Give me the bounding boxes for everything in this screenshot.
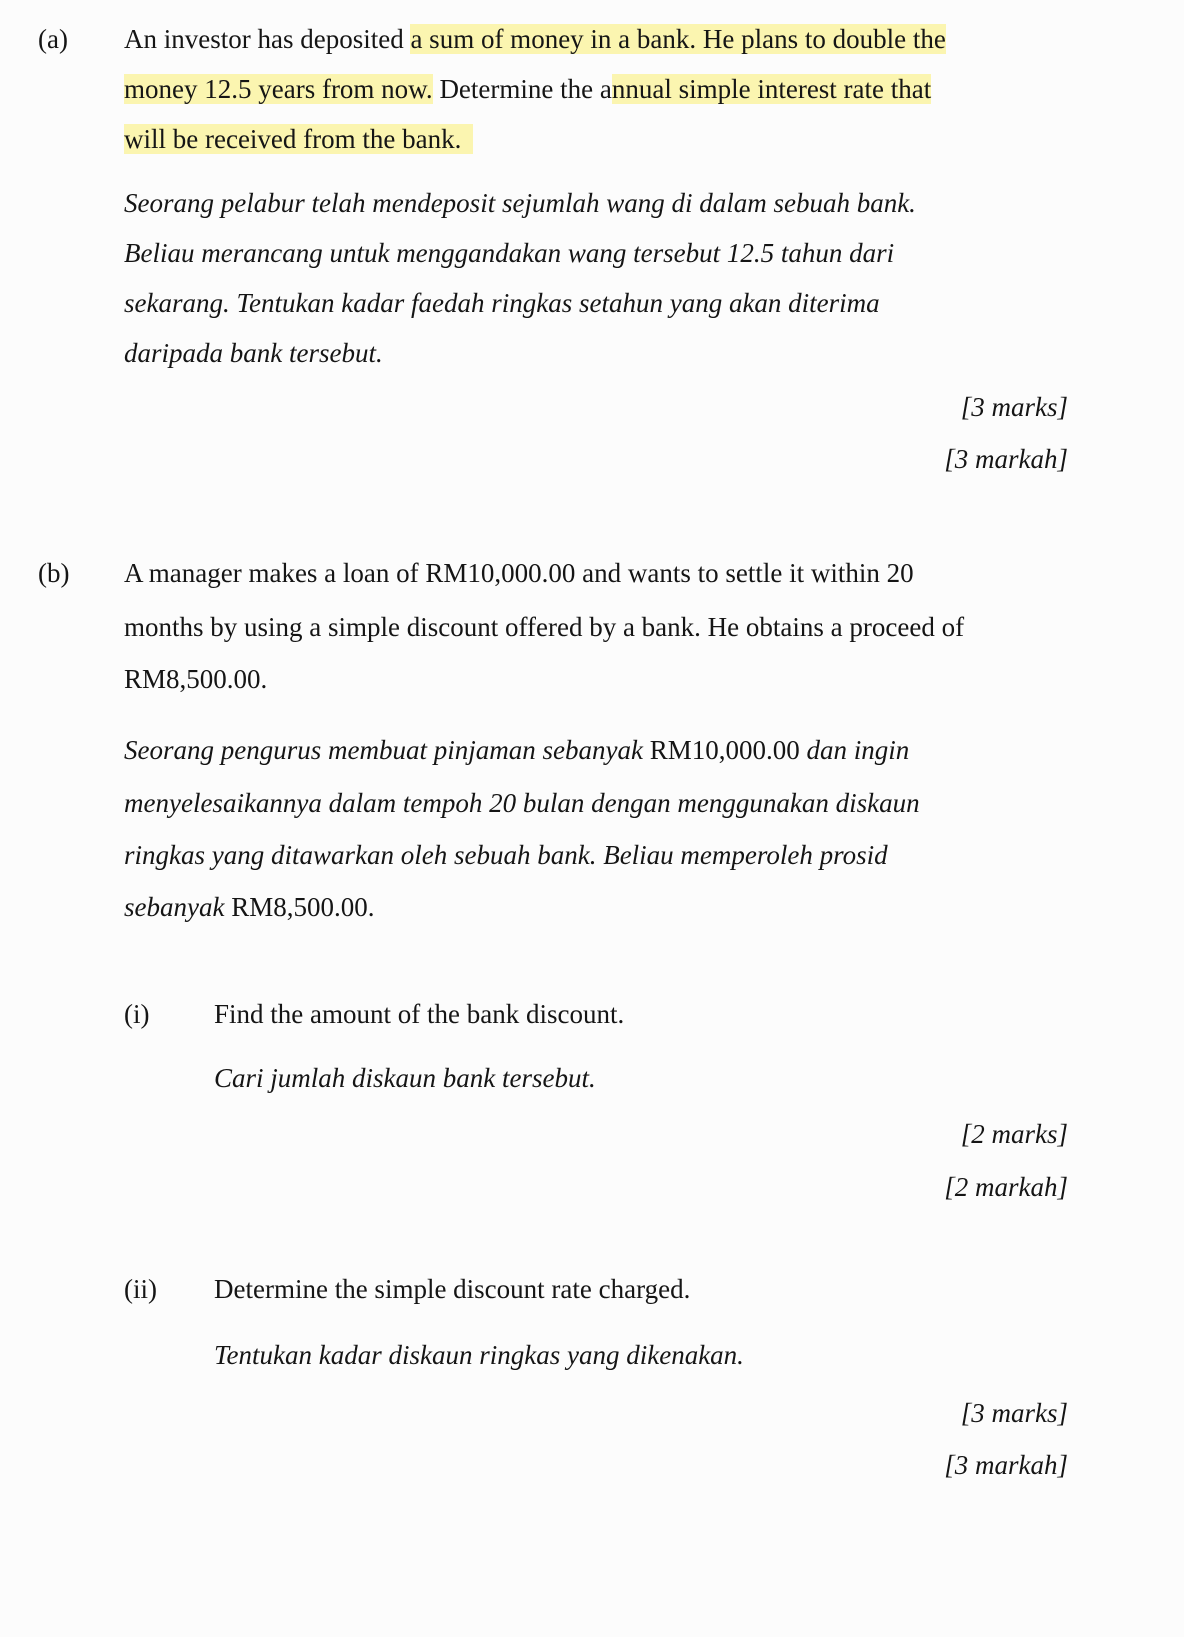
part-b-ms-line-4-a: sebanyak — [124, 892, 232, 922]
part-b-ms-line-1-a: Seorang pengurus membuat pinjaman sebanyak — [124, 735, 650, 765]
part-a-ms-line-3: sekarang. Tentukan kadar faedah ringkas setahun yang akan diterima — [124, 288, 880, 318]
sub-i-marks-en: [2 marks] — [960, 1119, 1068, 1149]
sub-i-label: (i) — [124, 999, 150, 1029]
sub-ii-label: (ii) — [124, 1274, 157, 1304]
part-b-en-line-2: months by using a simple discount offered by a bank. He obtains a proceed of — [124, 612, 965, 642]
part-a-en-line-1-text: An investor has deposited — [124, 24, 411, 54]
part-a-marks-ms: [3 markah] — [944, 444, 1068, 474]
part-a-highlight-4: will be received from the bank. — [124, 124, 473, 154]
part-b-en-line-1: A manager makes a loan of RM10,000.00 and wants to settle it within 20 — [124, 558, 914, 588]
part-a-ms-line-2: Beliau merancang untuk menggandakan wang tersebut 12.5 tahun dari — [124, 238, 895, 268]
part-b-ms-amount-2: RM8,500.00. — [231, 892, 375, 922]
part-b-ms-line-1 — [124, 733, 909, 767]
part-a-highlight-2: money 12.5 years from now. — [124, 74, 433, 104]
part-b-ms-amount-1: RM10,000.00 — [649, 735, 800, 765]
part-a-highlight-3: nnual simple interest rate that — [611, 74, 932, 104]
part-a-en-line-2-text: Determine the a — [432, 74, 612, 104]
part-a-ms-line-1: Seorang pelabur telah mendeposit sejumlah wang di dalam sebuah bank. — [124, 188, 916, 218]
part-b-ms-line-4 — [124, 890, 375, 924]
sub-i-marks-ms: [2 markah] — [944, 1172, 1068, 1202]
part-b-label: (b) — [38, 558, 70, 588]
part-a-en-line-1 — [124, 22, 946, 56]
part-b-en-line-3: RM8,500.00. — [124, 664, 268, 694]
sub-ii-marks-ms: [3 markah] — [944, 1450, 1068, 1480]
sub-ii-marks-en: [3 marks] — [960, 1398, 1068, 1428]
sub-ii-en: Determine the simple discount rate charged. — [214, 1274, 691, 1304]
part-a-en-line-2 — [124, 72, 931, 106]
part-a-label: (a) — [38, 24, 68, 54]
part-a-en-line-3 — [124, 122, 473, 156]
part-b-ms-line-1-b: dan ingin — [799, 735, 910, 765]
sub-ii-ms: Tentukan kadar diskaun ringkas yang dikenakan. — [214, 1340, 744, 1370]
part-a-highlight-1: a sum of money in a bank. He plans to double the — [410, 24, 946, 54]
sub-i-ms: Cari jumlah diskaun bank tersebut. — [214, 1063, 596, 1093]
part-b-ms-line-3: ringkas yang ditawarkan oleh sebuah bank. Beliau memperoleh prosid — [124, 840, 888, 870]
part-b-ms-line-2: menyelesaikannya dalam tempoh 20 bulan dengan menggunakan diskaun — [124, 788, 920, 818]
sub-i-en: Find the amount of the bank discount. — [214, 999, 625, 1029]
part-a-ms-line-4: daripada bank tersebut. — [124, 338, 383, 368]
part-a-marks-en: [3 marks] — [960, 392, 1068, 422]
